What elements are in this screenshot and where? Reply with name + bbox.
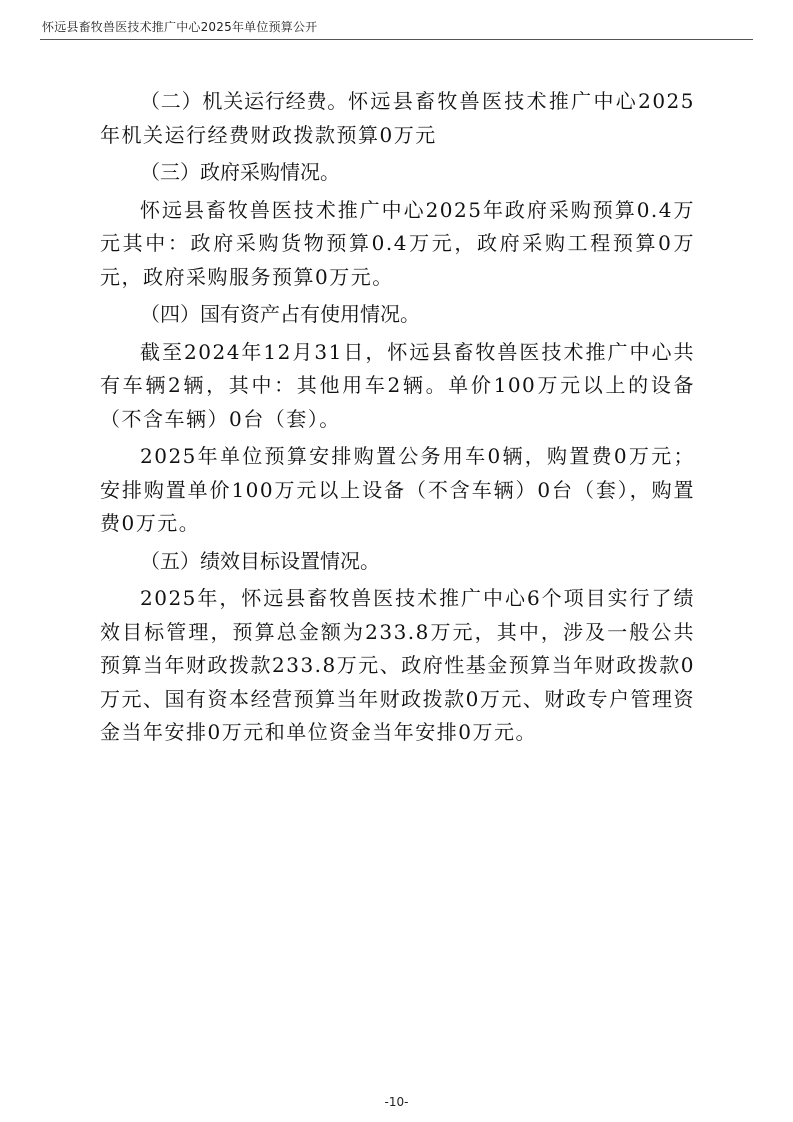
performance-paragraph: 2025年，怀远县畜牧兽医技术推广中心6个项目实行了绩效目标管理，预算总金额为233.8万元，其中，涉及一般公共预算当年财政拨款233.8万元、政府性基金预算当年财政拨款0万元、国有资本经营预算当年财政拨款0万元、财政专户管理资金当年安排0万元和单位资金当年安排0万元。 (100, 586, 695, 744)
assets-paragraph-2: 2025年单位预算安排购置公务用车0辆，购置费0万元；安排购置单价100万元以上设备（不含车辆）0台（套），购置费0万元。 (100, 444, 695, 535)
procurement-paragraph: 怀远县畜牧兽医技术推广中心2025年政府采购预算0.4万元其中：政府采购货物预算0.4万元，政府采购工程预算0万元，政府采购服务预算0万元。 (100, 197, 695, 289)
operating-funds-text: 怀远县畜牧兽医技术推广中心2025年机关运行经费财政拨款预算0万元 (100, 89, 696, 147)
document-header-title: 怀远县畜牧兽医技术推广中心2025年单位预算公开 (42, 20, 318, 34)
assets-paragraph-1: 截至2024年12月31日，怀远县畜牧兽医技术推广中心共有车辆2辆，其中：其他用车2辆。单价100万元以上的设备（不含车辆）0台（套）。 (100, 339, 695, 431)
section-heading-operating-funds: （二）机关运行经费。 (140, 89, 349, 113)
document-body (100, 85, 695, 754)
section-operating-funds (100, 85, 695, 152)
section-heading-procurement: （三）政府采购情况。 (140, 160, 340, 184)
header-divider (40, 39, 753, 40)
section-heading-assets: （四）国有资产占有使用情况。 (140, 302, 420, 326)
section-heading-performance: （五）绩效目标设置情况。 (140, 548, 380, 573)
page-number: -10- (384, 1095, 409, 1109)
